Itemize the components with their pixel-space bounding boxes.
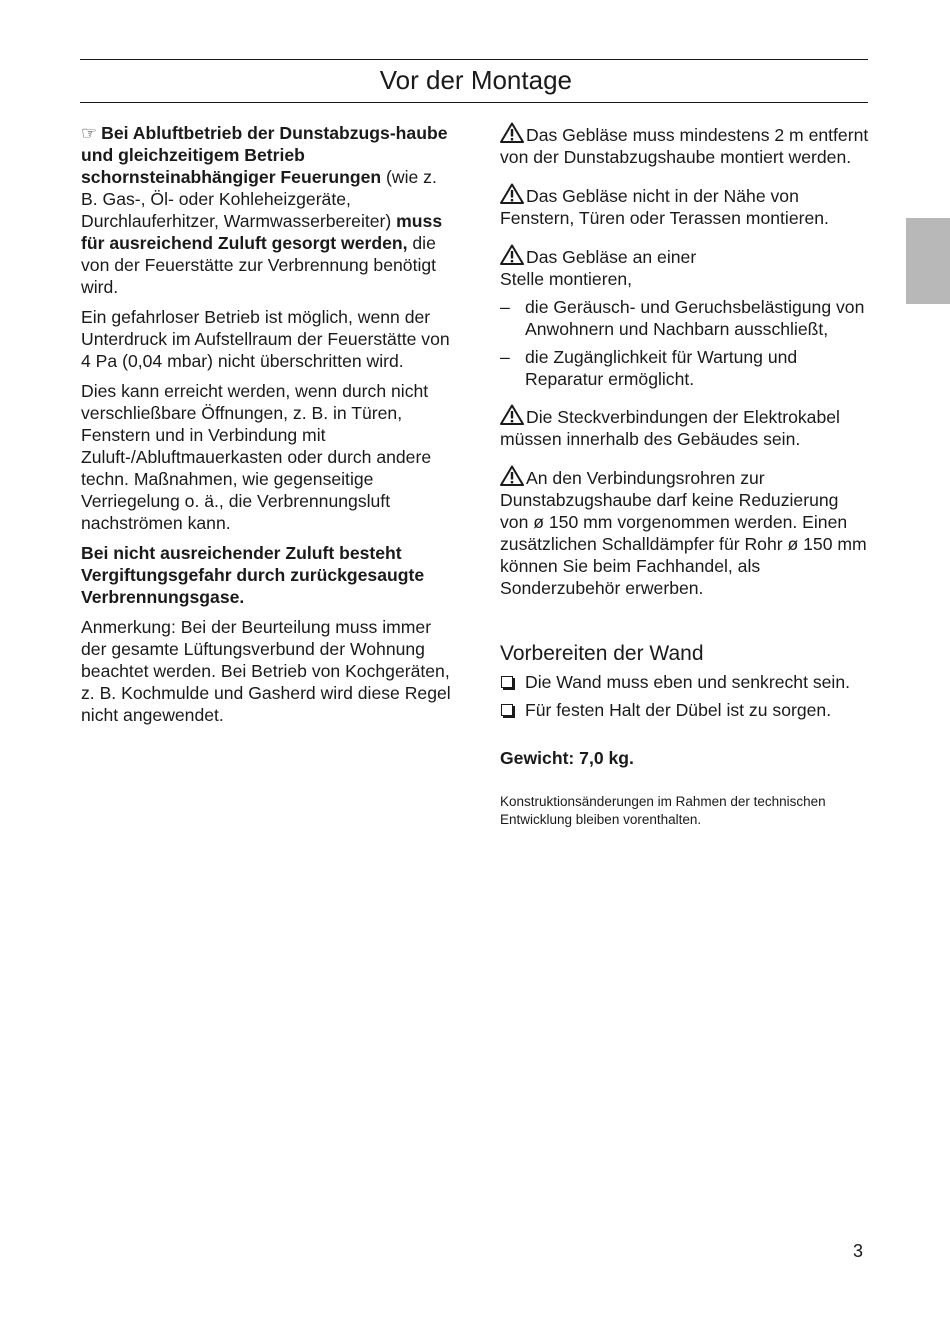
warning-pipes xyxy=(500,465,870,599)
warning-windows-text: Das Gebläse nicht in der Nähe von Fenstern, Türen oder Terassen montieren. xyxy=(500,186,829,228)
list-item xyxy=(500,671,870,693)
warning-location xyxy=(500,244,870,290)
poisoning-warning xyxy=(81,542,451,608)
checkbox-icon xyxy=(501,676,513,688)
warning-connectors-text: Die Steckverbindungen der Elektrokabel müssen innerhalb des Gebäudes sein. xyxy=(500,407,840,449)
warning-triangle-icon xyxy=(500,404,524,425)
openings-paragraph: Dies kann erreicht werden, wenn durch nicht verschließbare Öffnungen, z. B. in Türen, Fenstern und in Verbindung mit Zuluft-/Abluftmauerkasten oder durch andere techn. Maßnahmen, wie gegenseitige Verriegelung o. ä., die Verbrennungsluft nachströmen kann. xyxy=(81,381,432,533)
warning-distance-text: Das Gebläse muss mindestens 2 m entfernt von der Dunstabzugshaube montiert werden. xyxy=(500,125,869,167)
footnote: Konstruktionsänderungen im Rahmen der technischen Entwicklung bleiben vorenthalten. xyxy=(500,794,826,827)
warning-triangle-icon xyxy=(500,244,524,265)
location-list xyxy=(500,296,870,390)
header-bottom-rule xyxy=(80,102,868,103)
list-item-text: die Zugänglichkeit für Wartung und Reparatur ermöglicht. xyxy=(525,347,798,389)
warning-triangle-icon xyxy=(500,465,524,486)
page-title: Vor der Montage xyxy=(379,65,572,95)
list-item-text: die Geräusch- und Geruchsbelästigung von Anwohnern und Nachbarn ausschließt, xyxy=(525,297,865,339)
page-number: 3 xyxy=(853,1241,864,1261)
zuluft-notice xyxy=(81,122,451,298)
warning-triangle-icon xyxy=(500,183,524,204)
warning-triangle-icon xyxy=(500,122,524,143)
checkbox-icon xyxy=(501,704,513,716)
right-column xyxy=(500,122,870,829)
warning-windows xyxy=(500,183,870,229)
warning-distance xyxy=(500,122,870,168)
dash-marker: – xyxy=(500,297,510,317)
list-item-text: Die Wand muss eben und senkrecht sein. xyxy=(525,672,851,692)
wall-section-heading: Vorbereiten der Wand xyxy=(500,642,704,665)
warning-location-text: Das Gebläse an einer Stelle montieren, xyxy=(500,247,697,289)
warning-pipes-text: An den Verbindungsrohren zur Dunstabzugshaube darf keine Reduzierung von ø 150 mm vorgenommen werden. Einen zusätzlichen Schalldämpfer für Rohr ø 150 mm können Sie beim Fachhandel, als Sonderzubehör erwerben. xyxy=(500,468,867,598)
remark-paragraph: Anmerkung: Bei der Beurteilung muss immer der gesamte Lüftungsverbund der Wohnung beachtet werden. Bei Betrieb von Kochgeräten, z. B. Kochmulde und Gasherd wird diese Regel nicht angewendet. xyxy=(81,617,451,725)
section-side-tab xyxy=(906,218,950,304)
list-item xyxy=(500,346,870,390)
list-item xyxy=(500,296,870,340)
wall-checklist xyxy=(500,671,870,721)
notice-bold-1: Bei Abluftbetrieb der Dunstabzugs-haube und gleichzeitigem Betrieb schornsteinabhängiger Feuerungen xyxy=(81,123,448,187)
notice-text-1: (wie z. B. Gas-, Öl- oder Kohleheizgeräte, Durchlauferhitzer, Warmwasserbereiter) xyxy=(81,167,437,231)
weight-info: Gewicht: 7,0 kg. xyxy=(500,748,634,768)
list-item xyxy=(500,699,870,721)
left-column xyxy=(81,122,451,734)
operation-paragraph: Ein gefahrloser Betrieb ist möglich, wenn der Unterdruck im Aufstellraum der Feuerstätte von 4 Pa (0,04 mbar) nicht überschritten wird. xyxy=(81,307,450,371)
notice-text-2: die von der Feuerstätte zur Verbrennung benötigt wird. xyxy=(81,233,437,297)
poisoning-warning-text: Bei nicht ausreichender Zuluft besteht Vergiftungsgefahr durch zurückgesaugte Verbrennungsgase. xyxy=(81,543,425,607)
pointing-hand-icon: ☞ xyxy=(81,123,98,143)
notice-bold-2: muss für ausreichend Zuluft gesorgt werden, xyxy=(81,211,443,253)
list-item-text: Für festen Halt der Dübel ist zu sorgen. xyxy=(525,700,832,720)
header-top-rule xyxy=(80,59,868,60)
dash-marker: – xyxy=(500,347,510,367)
warning-connectors xyxy=(500,404,870,450)
